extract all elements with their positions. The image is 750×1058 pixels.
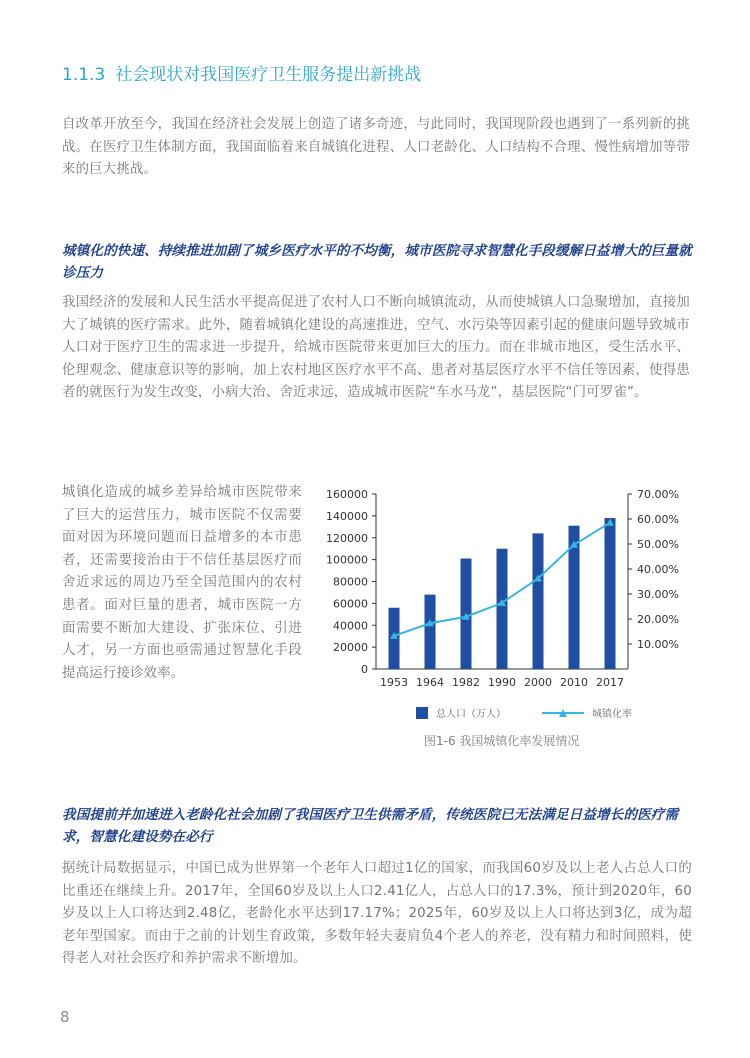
right-tick-label: 70.00% <box>637 488 679 501</box>
right-tick-label: 10.00% <box>637 638 679 651</box>
right-tick-label: 50.00% <box>637 538 679 551</box>
population-bar <box>533 533 544 669</box>
population-bar <box>425 595 436 669</box>
right-tick-label: 20.00% <box>637 613 679 626</box>
subheading-aging: 我国提前并加速进入老龄化社会加剧了我国医疗卫生供需矛盾，传统医院已无法满足日益增长的医疗需求，智慧化建设势在必行 <box>62 807 679 845</box>
aging-paragraph: 据统计局数据显示，中国已成为世界第一个老年人口超过1亿的国家，而我国60岁及以上老人占总人口的比重还在继续上升。2017年，全国60岁及以上人口2.41亿人，占总人口的17.3%，预计到2020年，60岁及以上人口将达到2.48亿，老龄化水平达到17.17%；2025年，60岁及以上人口将达到3亿，成为超老年型国家。而由于之前的计划生育政策，多数年轻夫妻肩负4个老人的养老，没有精力和时间照料，使得老人对社会医疗和养护需求不断增加。 <box>62 861 692 967</box>
right-tick-label: 40.00% <box>637 563 679 576</box>
right-tick-label: 60.00% <box>637 513 679 526</box>
section-title: 社会现状对我国医疗卫生服务提出新挑战 <box>115 65 422 85</box>
subheading-urbanization: 城镇化的快速、持续推进加剧了城乡医疗水平的不均衡，城市医院寻求智慧化手段缓解日益增大的巨量就诊压力 <box>62 243 692 281</box>
legend-urbanization-label: 城镇化率 <box>592 709 632 720</box>
x-tick-label: 1964 <box>416 676 444 689</box>
population-bar <box>605 518 616 669</box>
right-tick-label: 30.00% <box>637 588 679 601</box>
x-tick-label: 2000 <box>524 676 552 689</box>
x-tick-label: 1953 <box>380 676 408 689</box>
left-tick-label: 20000 <box>333 641 368 655</box>
left-tick-label: 100000 <box>326 553 368 567</box>
left-tick-label: 40000 <box>333 619 368 633</box>
left-tick-label: 60000 <box>333 597 368 611</box>
left-tick-label: 160000 <box>326 488 368 501</box>
legend-population-label: 总人口（万人） <box>436 709 506 720</box>
left-tick-label: 0 <box>361 663 368 676</box>
page-number: 8 <box>60 1008 70 1026</box>
chart-legend <box>416 705 632 720</box>
urbanization-chart <box>318 476 679 701</box>
left-tick-label: 120000 <box>326 531 368 545</box>
section-heading <box>62 60 421 85</box>
left-tick-label: 80000 <box>333 575 368 589</box>
figure-caption: 图1-6 我国城镇化率发展情况 <box>424 734 580 748</box>
population-bar <box>497 549 508 669</box>
urbanization-paragraph: 我国经济的发展和人民生活水平提高促进了农村人口不断向城镇流动，从而使城镇人口急聚增加，直接加大了城镇的医疗需求。此外，随着城镇化建设的高速推进，空气、水污染等因素引起的健康问题导致城市人口对于医疗卫生的需求进一步提升，给城市医院带来更加巨大的压力。而在非城市地区，受生活水平、伦理观念、健康意识等的影响，加上农村地区医疗水平不高、患者对基层医疗水平不信任等因素，使得患者的就医行为发生改变，小病大治、舍近求远，造成城市医院“车水马龙”，基层医院“门可罗雀”。 <box>62 295 690 401</box>
left-tick-label: 140000 <box>326 509 368 523</box>
x-tick-label: 2017 <box>596 676 624 689</box>
x-tick-label: 2010 <box>560 676 588 689</box>
legend-bar-swatch <box>416 707 428 719</box>
x-tick-label: 1990 <box>488 676 516 689</box>
intro-paragraph: 自改革开放至今，我国在经济社会发展上创造了诸多奇迹，与此同时，我国现阶段也遇到了一系列新的挑战。在医疗卫生体制方面，我国面临着来自城镇化进程、人口老龄化、人口结构不合理、慢性病增加等带来的巨大挑战。 <box>62 117 690 178</box>
x-tick-label: 1982 <box>452 676 480 689</box>
legend-line-swatch <box>542 707 584 719</box>
section-number: 1.1.3 <box>62 65 106 85</box>
urban-hospital-paragraph: 城镇化造成的城乡差异给城市医院带来了巨大的运营压力，城市医院不仅需要面对因为环境问题而日益增多的本市患者，还需要接治由于不信任基层医疗而舍近求远的周边乃至全国范围内的农村患者。面对巨量的患者，城市医院一方面需要不断加大建设、扩张床位、引进人才，另一方面也亟需通过智慧化手段提高运行接诊效率。 <box>62 485 302 681</box>
